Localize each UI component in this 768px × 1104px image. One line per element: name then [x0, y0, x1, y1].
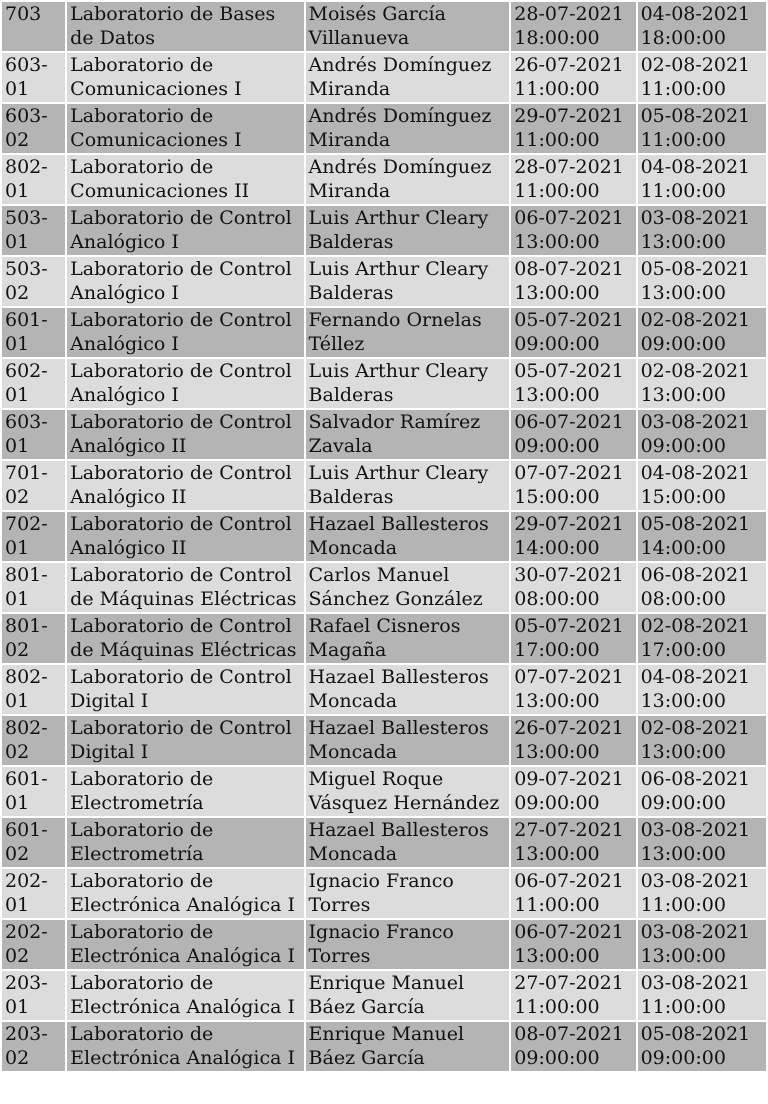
- teacher-cell: Fernando Ornelas Téllez: [306, 308, 510, 357]
- teacher-cell: Ignacio Franco Torres: [306, 920, 510, 969]
- table-row: [2, 869, 766, 918]
- teacher-cell: Enrique Manuel Báez García: [306, 971, 510, 1020]
- subject-cell: Laboratorio de Control de Máquinas Eléctricas: [67, 614, 303, 663]
- table-row: [2, 818, 766, 867]
- subject-cell: Laboratorio de Bases de Datos: [67, 2, 303, 51]
- start-date-cell: 30-07-2021 08:00:00: [511, 563, 635, 612]
- group-cell: 503-02: [2, 257, 65, 306]
- table-row: [2, 920, 766, 969]
- group-cell: 801-01: [2, 563, 65, 612]
- table-row: [2, 359, 766, 408]
- teacher-cell: Rafael Cisneros Magaña: [306, 614, 510, 663]
- end-date-cell: 04-08-2021 15:00:00: [638, 461, 766, 510]
- teacher-cell: Carlos Manuel Sánchez González: [306, 563, 510, 612]
- start-date-cell: 26-07-2021 11:00:00: [511, 53, 635, 102]
- end-date-cell: 04-08-2021 18:00:00: [638, 2, 766, 51]
- subject-cell: Laboratorio de Control Analógico I: [67, 308, 303, 357]
- table-row: [2, 512, 766, 561]
- subject-cell: Laboratorio de Control Analógico II: [67, 410, 303, 459]
- table-row: [2, 2, 766, 51]
- end-date-cell: 05-08-2021 14:00:00: [638, 512, 766, 561]
- end-date-cell: 04-08-2021 11:00:00: [638, 155, 766, 204]
- end-date-cell: 03-08-2021 11:00:00: [638, 869, 766, 918]
- end-date-cell: 03-08-2021 13:00:00: [638, 818, 766, 867]
- subject-cell: Laboratorio de Electrónica Analógica I: [67, 869, 303, 918]
- end-date-cell: 05-08-2021 11:00:00: [638, 104, 766, 153]
- teacher-cell: Hazael Ballesteros Moncada: [306, 818, 510, 867]
- group-cell: 601-02: [2, 818, 65, 867]
- group-cell: 802-01: [2, 665, 65, 714]
- teacher-cell: Moisés García Villanueva: [306, 2, 510, 51]
- start-date-cell: 08-07-2021 13:00:00: [511, 257, 635, 306]
- group-cell: 603-02: [2, 104, 65, 153]
- group-cell: 202-01: [2, 869, 65, 918]
- start-date-cell: 06-07-2021 09:00:00: [511, 410, 635, 459]
- start-date-cell: 27-07-2021 13:00:00: [511, 818, 635, 867]
- end-date-cell: 03-08-2021 11:00:00: [638, 971, 766, 1020]
- group-cell: 601-01: [2, 308, 65, 357]
- subject-cell: Laboratorio de Comunicaciones II: [67, 155, 303, 204]
- group-cell: 802-02: [2, 716, 65, 765]
- subject-cell: Laboratorio de Control Analógico I: [67, 257, 303, 306]
- table-row: [2, 461, 766, 510]
- end-date-cell: 02-08-2021 17:00:00: [638, 614, 766, 663]
- group-cell: 202-02: [2, 920, 65, 969]
- subject-cell: Laboratorio de Control Analógico I: [67, 206, 303, 255]
- table-row: [2, 563, 766, 612]
- table-row: [2, 767, 766, 816]
- subject-cell: Laboratorio de Control Digital I: [67, 716, 303, 765]
- group-cell: 802-01: [2, 155, 65, 204]
- start-date-cell: 29-07-2021 11:00:00: [511, 104, 635, 153]
- teacher-cell: Luis Arthur Cleary Balderas: [306, 206, 510, 255]
- teacher-cell: Andrés Domínguez Miranda: [306, 104, 510, 153]
- end-date-cell: 03-08-2021 13:00:00: [638, 206, 766, 255]
- start-date-cell: 29-07-2021 14:00:00: [511, 512, 635, 561]
- end-date-cell: 02-08-2021 13:00:00: [638, 359, 766, 408]
- table-row: [2, 104, 766, 153]
- end-date-cell: 06-08-2021 08:00:00: [638, 563, 766, 612]
- subject-cell: Laboratorio de Control Analógico II: [67, 461, 303, 510]
- teacher-cell: Ignacio Franco Torres: [306, 869, 510, 918]
- start-date-cell: 05-07-2021 09:00:00: [511, 308, 635, 357]
- subject-cell: Laboratorio de Comunicaciones I: [67, 104, 303, 153]
- group-cell: 203-01: [2, 971, 65, 1020]
- teacher-cell: Luis Arthur Cleary Balderas: [306, 461, 510, 510]
- start-date-cell: 28-07-2021 18:00:00: [511, 2, 635, 51]
- table-row: [2, 665, 766, 714]
- start-date-cell: 28-07-2021 11:00:00: [511, 155, 635, 204]
- schedule-table-body: [2, 2, 766, 1071]
- start-date-cell: 26-07-2021 13:00:00: [511, 716, 635, 765]
- start-date-cell: 27-07-2021 11:00:00: [511, 971, 635, 1020]
- table-row: [2, 155, 766, 204]
- end-date-cell: 06-08-2021 09:00:00: [638, 767, 766, 816]
- teacher-cell: Andrés Domínguez Miranda: [306, 155, 510, 204]
- end-date-cell: 05-08-2021 13:00:00: [638, 257, 766, 306]
- subject-cell: Laboratorio de Control Analógico II: [67, 512, 303, 561]
- group-cell: 603-01: [2, 53, 65, 102]
- table-row: [2, 308, 766, 357]
- table-row: [2, 971, 766, 1020]
- group-cell: 503-01: [2, 206, 65, 255]
- start-date-cell: 05-07-2021 17:00:00: [511, 614, 635, 663]
- start-date-cell: 07-07-2021 15:00:00: [511, 461, 635, 510]
- start-date-cell: 05-07-2021 13:00:00: [511, 359, 635, 408]
- table-row: [2, 614, 766, 663]
- teacher-cell: Hazael Ballesteros Moncada: [306, 665, 510, 714]
- teacher-cell: Miguel Roque Vásquez Hernández: [306, 767, 510, 816]
- teacher-cell: Hazael Ballesteros Moncada: [306, 512, 510, 561]
- table-row: [2, 257, 766, 306]
- table-row: [2, 410, 766, 459]
- end-date-cell: 03-08-2021 13:00:00: [638, 920, 766, 969]
- table-row: [2, 53, 766, 102]
- start-date-cell: 06-07-2021 13:00:00: [511, 206, 635, 255]
- start-date-cell: 08-07-2021 09:00:00: [511, 1022, 635, 1071]
- end-date-cell: 05-08-2021 09:00:00: [638, 1022, 766, 1071]
- group-cell: 601-01: [2, 767, 65, 816]
- start-date-cell: 07-07-2021 13:00:00: [511, 665, 635, 714]
- teacher-cell: Andrés Domínguez Miranda: [306, 53, 510, 102]
- end-date-cell: 03-08-2021 09:00:00: [638, 410, 766, 459]
- teacher-cell: Enrique Manuel Báez García: [306, 1022, 510, 1071]
- subject-cell: Laboratorio de Electrónica Analógica I: [67, 920, 303, 969]
- table-row: [2, 206, 766, 255]
- subject-cell: Laboratorio de Comunicaciones I: [67, 53, 303, 102]
- end-date-cell: 02-08-2021 11:00:00: [638, 53, 766, 102]
- start-date-cell: 09-07-2021 09:00:00: [511, 767, 635, 816]
- subject-cell: Laboratorio de Control Analógico I: [67, 359, 303, 408]
- subject-cell: Laboratorio de Electrónica Analógica I: [67, 1022, 303, 1071]
- start-date-cell: 06-07-2021 11:00:00: [511, 869, 635, 918]
- group-cell: 203-02: [2, 1022, 65, 1071]
- table-row: [2, 716, 766, 765]
- group-cell: 602-01: [2, 359, 65, 408]
- subject-cell: Laboratorio de Control de Máquinas Eléctricas: [67, 563, 303, 612]
- subject-cell: Laboratorio de Electrometría: [67, 767, 303, 816]
- teacher-cell: Luis Arthur Cleary Balderas: [306, 257, 510, 306]
- group-cell: 801-02: [2, 614, 65, 663]
- subject-cell: Laboratorio de Control Digital I: [67, 665, 303, 714]
- subject-cell: Laboratorio de Electrometría: [67, 818, 303, 867]
- teacher-cell: Hazael Ballesteros Moncada: [306, 716, 510, 765]
- group-cell: 703: [2, 2, 65, 51]
- subject-cell: Laboratorio de Electrónica Analógica I: [67, 971, 303, 1020]
- group-cell: 702-01: [2, 512, 65, 561]
- end-date-cell: 02-08-2021 09:00:00: [638, 308, 766, 357]
- end-date-cell: 04-08-2021 13:00:00: [638, 665, 766, 714]
- group-cell: 603-01: [2, 410, 65, 459]
- group-cell: 701-02: [2, 461, 65, 510]
- table-row: [2, 1022, 766, 1071]
- start-date-cell: 06-07-2021 13:00:00: [511, 920, 635, 969]
- teacher-cell: Salvador Ramírez Zavala: [306, 410, 510, 459]
- teacher-cell: Luis Arthur Cleary Balderas: [306, 359, 510, 408]
- end-date-cell: 02-08-2021 13:00:00: [638, 716, 766, 765]
